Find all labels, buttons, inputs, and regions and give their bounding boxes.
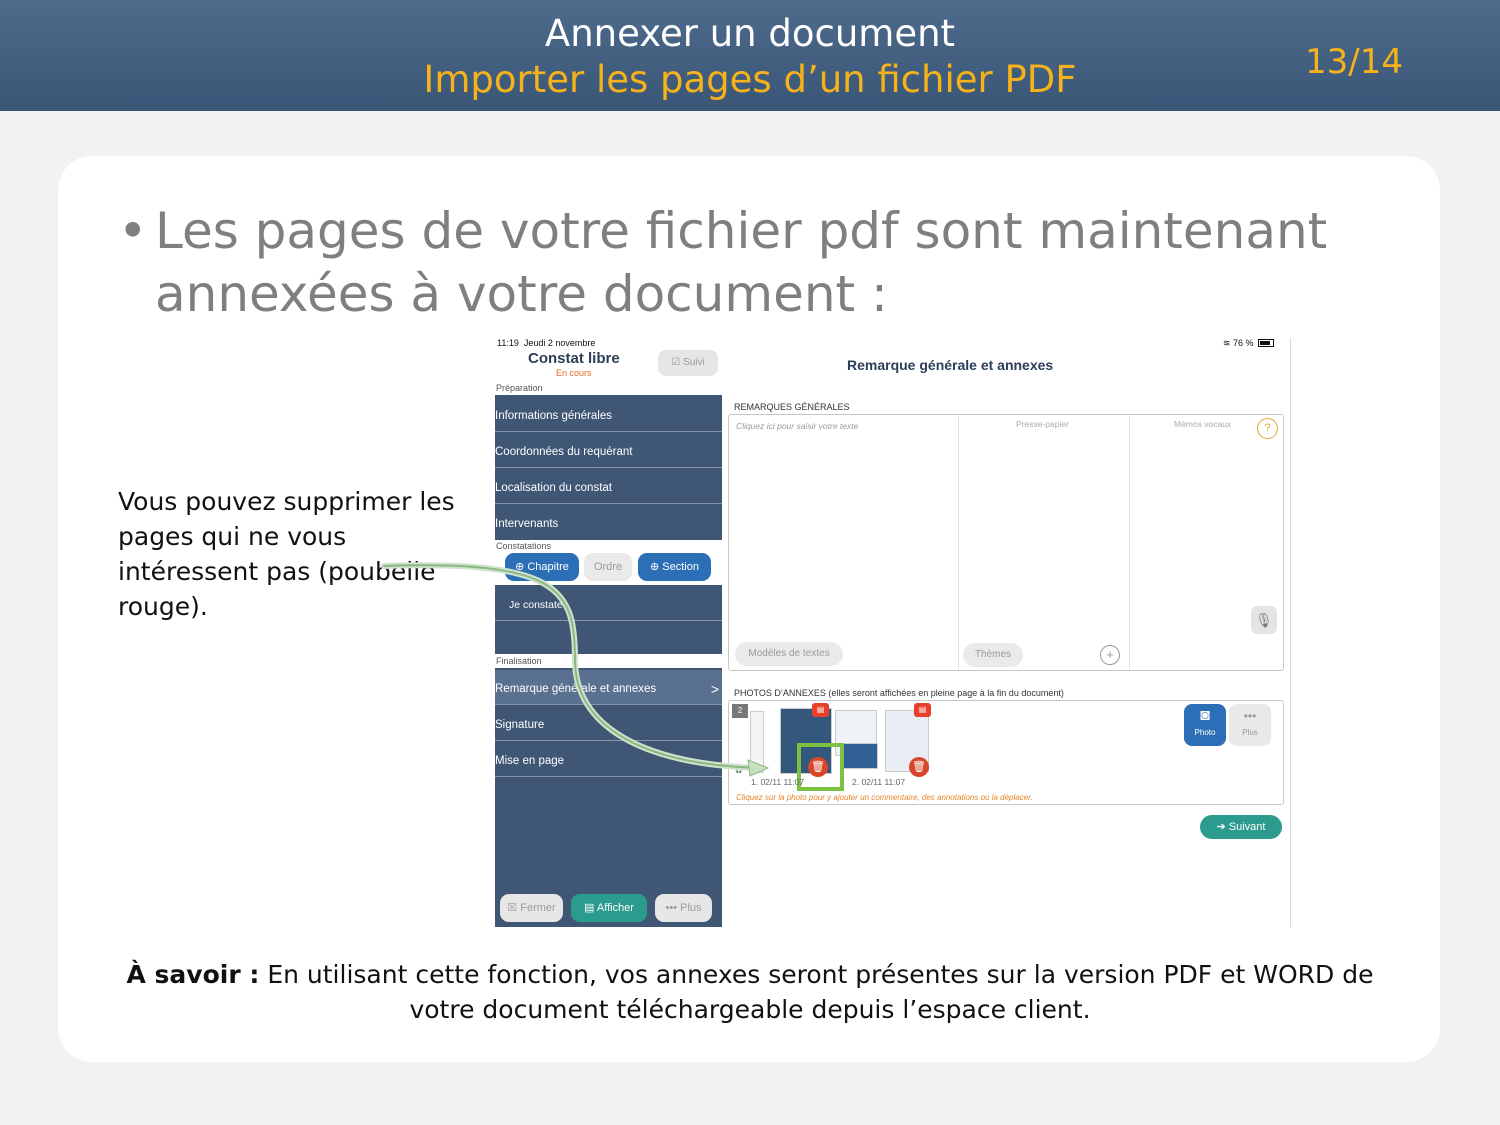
suivi-button[interactable] [658,350,718,376]
wifi-icon: ≋ [1222,338,1231,348]
photo-button[interactable] [1184,704,1226,746]
app-title: Constat libre [528,350,620,367]
pdf-page-thumbnail[interactable] [840,743,878,769]
trash-icon[interactable]: 🗑 [909,757,929,777]
afficher-button[interactable] [571,894,647,922]
photos-title: PHOTOS D’ANNEXES (elles seront affichées en pleine page à la fin du document) [734,688,1064,698]
arrow-right-circle-icon: ➔ [1216,821,1226,833]
sidebar-item-je-constate[interactable]: Je constate [495,586,722,621]
photos-hint: Cliquez sur la photo pour y ajouter un commentaire, des annotations ou la déplacer. [736,793,1033,802]
camera-icon: ◙ [1200,707,1210,724]
sidebar-item-remarque[interactable] [495,670,722,705]
ordre-button[interactable]: Ordre [584,553,632,581]
bullet-text: Les pages de votre fichier pdf sont maintenant annexées à votre document : [155,202,1328,323]
modeles-textes-button[interactable]: Modèles de textes [735,642,843,666]
status-bar-left [497,338,595,348]
sidebar-item-coordonnees[interactable]: Coordonnées du requérant [495,433,722,468]
fermer-button[interactable] [500,894,563,922]
photos-plus-button[interactable] [1229,704,1271,746]
column-divider [1129,416,1130,669]
photo-1-caption: 1. 02/11 11:07 [751,777,805,787]
battery-icon [1258,339,1274,347]
remarques-panel [728,414,1284,671]
sidebar-item-empty[interactable] [495,621,722,656]
sidebar-item-signature[interactable]: Signature [495,706,722,741]
page-counter: 13/14 [1305,42,1403,82]
plus-circle-icon: ⊕ [650,561,660,573]
sidebar-item-label: Remarque générale et annexes [495,683,657,695]
checklist-icon: ☑ [671,357,681,368]
more-dots-icon: ••• [1243,709,1257,723]
side-note: Vous pouvez supprimer les pages qui ne vous intéressent pas (poubelle rouge). [118,487,455,621]
remarques-text-input[interactable]: Cliquez ici pour saisir votre texte [736,421,859,431]
photos-plus-label: Plus [1242,728,1258,737]
document-icon: ▤ [584,902,595,914]
slide-subtitle: Importer les pages d’un fichier PDF [423,58,1077,101]
chevron-right-icon: > [710,681,719,697]
status-date: Jeudi 2 novembre [523,338,596,348]
memos-vocaux-label: Mémos vocaux [1174,419,1232,429]
presse-papier-label: Presse-papier [1016,419,1069,429]
section-label-preparation: Préparation [496,383,543,393]
photo-count-badge: 2 [732,704,748,718]
footer-note [100,957,1400,1027]
suivant-button[interactable] [1200,815,1282,839]
header-banner [0,0,1500,111]
bullet-icon: • [118,202,148,260]
footer-text: En utilisant cette fonction, vos annexes seront présentes sur la version PDF et WORD de votre document téléchargeable depuis l’espace client. [259,960,1374,1024]
help-icon[interactable]: ? [1257,418,1278,439]
sidebar-item-intervenants[interactable]: Intervenants [495,518,559,530]
photo-2-caption: 2. 02/11 11:07 [852,777,906,787]
trash-icon[interactable]: 🗑 [808,757,828,777]
sidebar-item-informations[interactable]: Informations générales [495,397,722,432]
fermer-label: Fermer [520,902,556,914]
sidebar-item-mise-en-page[interactable]: Mise en page [495,742,722,777]
close-icon: ☒ [507,902,518,914]
section-button[interactable] [638,553,711,581]
plus-circle-icon: ⊕ [515,561,525,573]
footer-bold-label: À savoir : [126,960,260,989]
more-dots-icon: ••• [665,902,678,914]
themes-button[interactable]: Thèmes [963,643,1023,667]
pdf-page-thumbnail[interactable] [750,711,764,773]
chapitre-label: Chapitre [527,561,569,573]
app-state: En cours [556,368,592,378]
sidebar-item-localisation[interactable]: Localisation du constat [495,469,722,504]
comment-flag-icon[interactable]: ▤ [812,703,829,717]
gear-icon[interactable]: ✿ [735,765,743,775]
main-title: Remarque générale et annexes [847,357,1054,373]
add-theme-icon[interactable]: + [1100,645,1120,665]
battery-level: 76 % [1232,338,1254,348]
column-divider [958,416,959,669]
suivant-label: Suivant [1228,821,1266,833]
section-label-finalisation: Finalisation [496,656,542,666]
plus-label: Plus [680,902,702,914]
section-label: Section [662,561,699,573]
afficher-label: Afficher [596,902,634,914]
remarques-title: REMARQUES GÉNÉRALES [734,402,850,412]
slide-title: Annexer un document [544,12,956,55]
status-time: 11:19 [497,338,519,348]
chapitre-button[interactable] [505,553,579,581]
plus-button[interactable] [655,894,712,922]
microphone-icon[interactable]: 🎙 [1251,606,1277,634]
status-bar-right [1223,338,1274,349]
comment-flag-icon[interactable]: ▤ [914,703,931,717]
photo-button-label: Photo [1194,728,1216,737]
suivi-label: Suivi [683,357,705,368]
section-label-constatations: Constatations [496,541,552,551]
ipad-screenshot [495,338,1291,927]
